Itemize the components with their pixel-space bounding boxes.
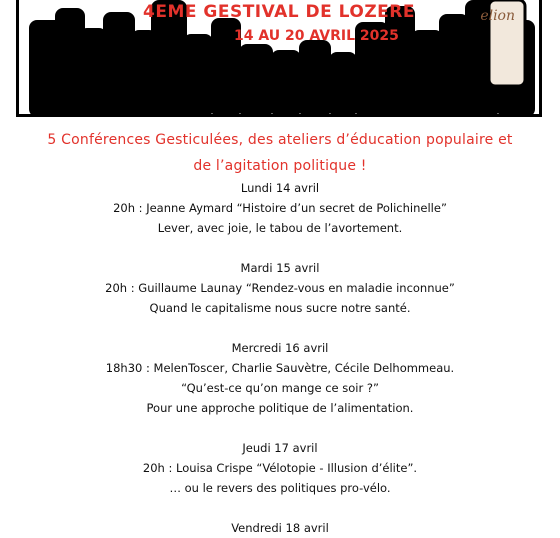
event-line: Quand le capitalisme nous sucre notre santé. bbox=[149, 301, 411, 315]
festival-banner bbox=[16, 0, 542, 117]
event-line: 18h30 : MelenToscer, Charlie Sauvètre, Cécile Delhommeau. bbox=[105, 361, 455, 375]
event-line: “Qu’est-ce qu’on mange ce soir ?” bbox=[181, 381, 379, 395]
spacer bbox=[0, 318, 560, 338]
day-heading: Mardi 15 avril bbox=[240, 261, 320, 275]
event-line: Lever, avec joie, le tabou de l’avortement. bbox=[157, 221, 403, 235]
day-heading: Mercredi 16 avril bbox=[231, 341, 329, 355]
event-line: 20h : Louisa Crispe “Vélotopie - Illusion d’élite”. bbox=[142, 461, 418, 475]
spacer bbox=[0, 418, 560, 438]
day-heading: Jeudi 17 avril bbox=[242, 441, 318, 455]
day-heading: Lundi 14 avril bbox=[240, 181, 320, 195]
event-line: 20h : Guillaume Launay “Rendez-vous en maladie inconnue” bbox=[105, 281, 455, 295]
partner-logo: elion bbox=[480, 8, 515, 24]
spacer bbox=[0, 238, 560, 258]
day-heading: Vendredi 18 avril bbox=[231, 521, 329, 535]
intro-line-1: 5 Conférences Gesticulées, des ateliers d’éducation populaire et bbox=[47, 132, 513, 148]
intro-text bbox=[0, 127, 560, 179]
spacer bbox=[0, 498, 560, 518]
event-line: … ou le revers des politiques pro-vélo. bbox=[169, 481, 391, 495]
festival-dates: 14 AU 20 AVRIL 2025 bbox=[234, 28, 399, 44]
event-line: Pour une approche politique de l’alimentation. bbox=[146, 401, 414, 415]
event-line: 20h : Jeanne Aymard “Histoire d’un secret de Polichinelle” bbox=[113, 201, 447, 215]
festival-title: 4EME GESTIVAL DE LOZERE bbox=[143, 2, 415, 22]
intro-line-2: de l’agitation politique ! bbox=[193, 158, 367, 174]
program-schedule bbox=[0, 178, 560, 538]
